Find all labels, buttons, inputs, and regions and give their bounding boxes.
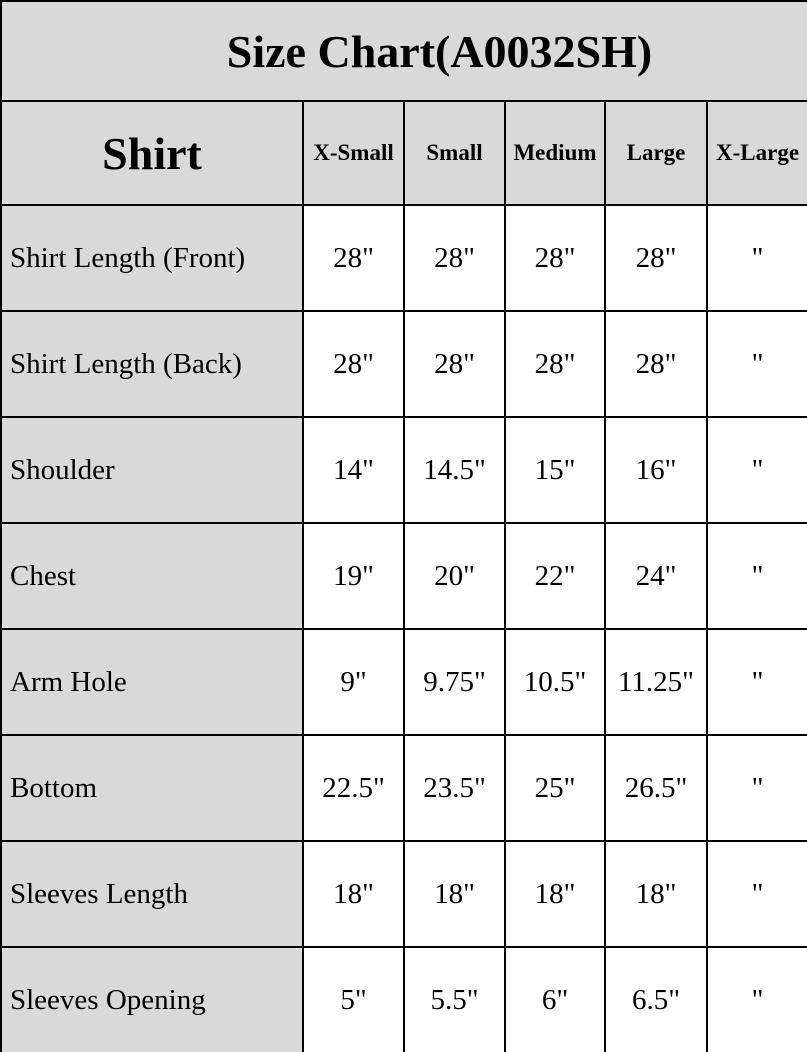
cell-value: 28"	[303, 311, 404, 417]
column-header-large: Large	[605, 101, 707, 205]
table-row-shoulder	[1, 417, 807, 523]
cell-value: 23.5"	[404, 735, 505, 841]
column-header-medium: Medium	[505, 101, 605, 205]
cell-value: 6"	[505, 947, 605, 1052]
table-row-bottom	[1, 735, 807, 841]
row-label: Sleeves Length	[1, 841, 303, 947]
cell-value: 26.5"	[605, 735, 707, 841]
table-row-sleeves-opening	[1, 947, 807, 1052]
table-row-shirt-length-front	[1, 205, 807, 311]
cell-value: 9.75"	[404, 629, 505, 735]
cell-value: "	[707, 841, 807, 947]
table-row-sleeves-length	[1, 841, 807, 947]
corner-header-shirt: Shirt	[1, 101, 303, 205]
cell-value: "	[707, 523, 807, 629]
cell-value: "	[707, 735, 807, 841]
column-header-small: Small	[404, 101, 505, 205]
title-row	[1, 1, 807, 101]
cell-value: 28"	[505, 311, 605, 417]
cell-value: 6.5"	[605, 947, 707, 1052]
cell-value: 19"	[303, 523, 404, 629]
column-header-x-large: X-Large	[707, 101, 807, 205]
cell-value: "	[707, 311, 807, 417]
cell-value: "	[707, 629, 807, 735]
cell-value: 18"	[605, 841, 707, 947]
cell-value: 9"	[303, 629, 404, 735]
cell-value: 10.5"	[505, 629, 605, 735]
cell-value: 11.25"	[605, 629, 707, 735]
cell-value: 5.5"	[404, 947, 505, 1052]
cell-value: 24"	[605, 523, 707, 629]
cell-value: 18"	[404, 841, 505, 947]
header-row	[1, 101, 807, 205]
cell-value: 14"	[303, 417, 404, 523]
row-label: Bottom	[1, 735, 303, 841]
chart-title: Size Chart(A0032SH)	[1, 1, 807, 101]
cell-value: 22"	[505, 523, 605, 629]
cell-value: 28"	[505, 205, 605, 311]
row-label: Shirt Length (Back)	[1, 311, 303, 417]
row-label: Chest	[1, 523, 303, 629]
cell-value: 28"	[404, 205, 505, 311]
cell-value: 14.5"	[404, 417, 505, 523]
cell-value: "	[707, 205, 807, 311]
table-row-arm-hole	[1, 629, 807, 735]
row-label: Shirt Length (Front)	[1, 205, 303, 311]
cell-value: 20"	[404, 523, 505, 629]
cell-value: 28"	[605, 311, 707, 417]
table-row-shirt-length-back	[1, 311, 807, 417]
cell-value: 28"	[404, 311, 505, 417]
cell-value: 25"	[505, 735, 605, 841]
row-label: Shoulder	[1, 417, 303, 523]
table-row-chest	[1, 523, 807, 629]
cell-value: "	[707, 417, 807, 523]
row-label: Sleeves Opening	[1, 947, 303, 1052]
cell-value: 28"	[605, 205, 707, 311]
cell-value: 18"	[505, 841, 605, 947]
cell-value: 18"	[303, 841, 404, 947]
cell-value: 22.5"	[303, 735, 404, 841]
column-header-x-small: X-Small	[303, 101, 404, 205]
cell-value: 16"	[605, 417, 707, 523]
row-label: Arm Hole	[1, 629, 303, 735]
cell-value: 15"	[505, 417, 605, 523]
cell-value: "	[707, 947, 807, 1052]
cell-value: 5"	[303, 947, 404, 1052]
cell-value: 28"	[303, 205, 404, 311]
